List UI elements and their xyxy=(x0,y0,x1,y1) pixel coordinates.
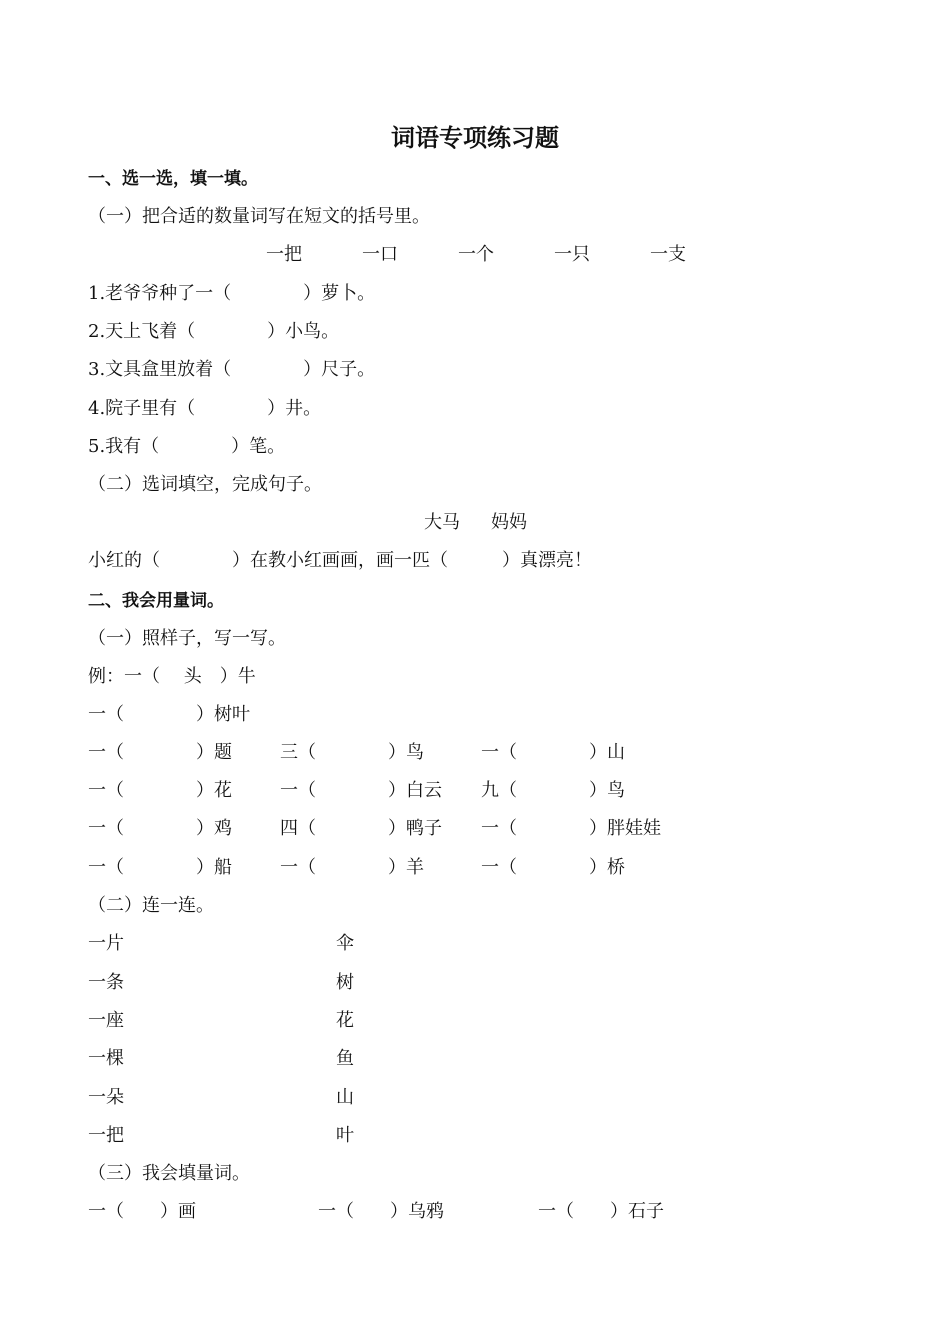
measure-item: 一（ ）画 xyxy=(88,1201,196,1222)
word-option: 妈妈 xyxy=(491,512,527,533)
measure-item: 九（ ）鸟 xyxy=(481,780,625,801)
fill-item: 1.老爷爷种了一（ ）萝卜。 xyxy=(88,283,376,304)
match-left-item: 一朵 xyxy=(88,1087,124,1108)
measure-item: 一（ ）山 xyxy=(481,742,625,763)
fill-item: 5.我有（ ）笔。 xyxy=(88,436,286,457)
match-right-item: 树 xyxy=(336,972,354,993)
fill-item: 2.天上飞着（ ）小鸟。 xyxy=(88,321,340,342)
measure-item: 一（ ）乌鸦 xyxy=(318,1201,444,1222)
measure-item: 一（ ）石子 xyxy=(538,1201,664,1222)
measure-item: 一（ ）树叶 xyxy=(88,704,250,725)
match-left-item: 一座 xyxy=(88,1010,124,1031)
part-1-2-label: （二）选词填空，完成句子。 xyxy=(88,474,322,495)
measure-item: 一（ ）羊 xyxy=(280,857,424,878)
word-option: 大马 xyxy=(424,512,460,533)
word-option: 一口 xyxy=(362,244,398,265)
fill-sentence: 小红的（ ）在教小红画画，画一匹（ ）真漂亮！ xyxy=(88,550,592,571)
page-title: 词语专项练习题 xyxy=(391,123,559,152)
match-left-item: 一棵 xyxy=(88,1048,124,1069)
match-left-item: 一片 xyxy=(88,933,124,954)
match-right-item: 山 xyxy=(336,1087,354,1108)
measure-item: 一（ ）白云 xyxy=(280,780,442,801)
part-1-1-label: （一）把合适的数量词写在短文的括号里。 xyxy=(88,206,430,227)
example-line: 例：一（ 头 ）牛 xyxy=(88,666,256,687)
measure-item: 一（ ）船 xyxy=(88,857,232,878)
part-2-1-label: （一）照样子，写一写。 xyxy=(88,628,286,649)
part-2-2-label: （二）连一连。 xyxy=(88,895,214,916)
match-left-item: 一把 xyxy=(88,1125,124,1146)
section-1-heading: 一、选一选，填一填。 xyxy=(88,169,258,189)
match-right-item: 花 xyxy=(336,1010,354,1031)
measure-item: 一（ ）题 xyxy=(88,742,232,763)
measure-item: 四（ ）鸭子 xyxy=(280,818,442,839)
match-left-item: 一条 xyxy=(88,972,124,993)
word-option: 一把 xyxy=(266,244,302,265)
section-2-heading: 二、我会用量词。 xyxy=(88,591,224,611)
word-option: 一支 xyxy=(650,244,686,265)
measure-item: 一（ ）鸡 xyxy=(88,818,232,839)
word-option: 一只 xyxy=(554,244,590,265)
measure-item: 一（ ）胖娃娃 xyxy=(481,818,661,839)
fill-item: 4.院子里有（ ）井。 xyxy=(88,398,322,419)
measure-item: 一（ ）桥 xyxy=(481,857,625,878)
word-option: 一个 xyxy=(458,244,494,265)
fill-item: 3.文具盒里放着（ ）尺子。 xyxy=(88,359,376,380)
measure-item: 三（ ）鸟 xyxy=(280,742,424,763)
match-right-item: 叶 xyxy=(336,1125,354,1146)
match-right-item: 伞 xyxy=(336,933,354,954)
measure-item: 一（ ）花 xyxy=(88,780,232,801)
match-right-item: 鱼 xyxy=(336,1048,354,1069)
part-2-3-label: （三）我会填量词。 xyxy=(88,1163,250,1184)
